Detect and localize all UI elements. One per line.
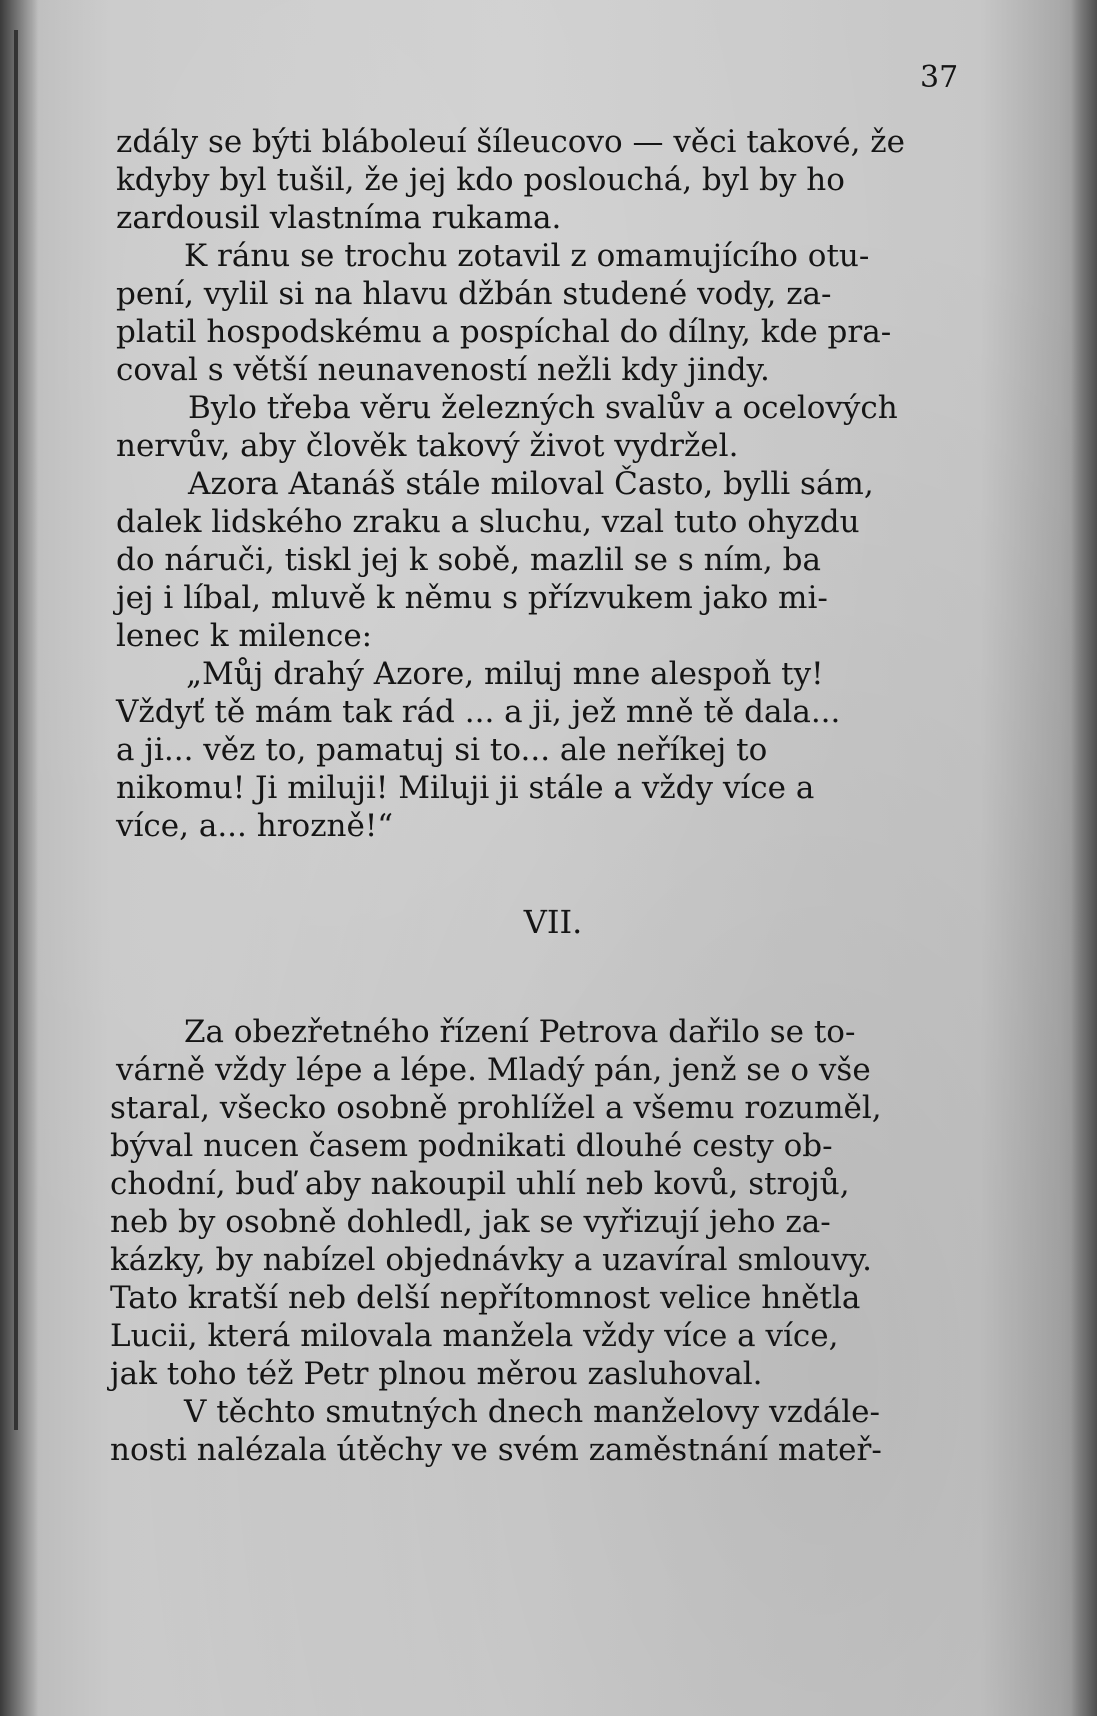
text-line: nikomu! Ji miluji! Miluji ji stále a vždy více a (116, 770, 815, 806)
text-line: pení, vylil si na hlavu džbán studené vody, za- (116, 276, 832, 312)
text-line: do náruči, tiskl jej k sobě, mazlil se s ním, ba (116, 542, 821, 578)
text-line: „Můj drahý Azore, miluj mne alespoň ty! (186, 656, 824, 692)
text-line: Azora Atanáš stále miloval Často, bylli sám, (188, 466, 874, 502)
text-line: jak toho též Petr plnou měrou zasluhoval. (110, 1356, 763, 1392)
text-line: V těchto smutných dnech manželovy vzdále- (184, 1394, 880, 1430)
text-line: neb by osobně dohledl, jak se vyřizují jeho za- (110, 1204, 831, 1240)
page-edge-shadow (1071, 0, 1097, 1716)
text-line: býval nucen časem podnikati dlouhé cesty ob- (110, 1128, 833, 1164)
spine-binding-line (14, 30, 18, 1430)
text-line: Lucii, která milovala manžela vždy více a více, (110, 1318, 839, 1354)
text-line: K ránu se trochu zotavil z omamujícího otu- (184, 238, 870, 274)
text-line: dalek lidského zraku a sluchu, vzal tuto ohyzdu (116, 504, 860, 540)
text-line: staral, všecko osobně prohlížel a všemu rozuměl, (110, 1090, 882, 1126)
text-line: lenec k milence: (116, 618, 373, 654)
text-line: kdyby byl tušil, že jej kdo poslouchá, byl by ho (116, 162, 845, 198)
text-line: zardousil vlastníma rukama. (116, 200, 562, 236)
text-line: a ji... věz to, pamatuj si to... ale neříkej to (116, 732, 768, 768)
text-line: kázky, by nabízel objednávky a uzavíral smlouvy. (110, 1242, 872, 1278)
text-line: Za obezřetného řízení Petrova dařilo se to- (184, 1014, 856, 1050)
text-line: Bylo třeba věru železných svalův a ocelových (188, 390, 898, 426)
text-line: zdály se býti bláboleuí šíleucovo — věci takové, že (116, 124, 905, 160)
text-line: více, a... hrozně!“ (116, 808, 394, 844)
text-line: várně vždy lépe a lépe. Mladý pán, jenž se o vše (116, 1052, 871, 1088)
text-line: jej i líbal, mluvě k němu s přízvukem jako mi- (116, 580, 828, 616)
text-line: chodní, buď aby nakoupil uhlí neb kovů, strojů, (110, 1166, 850, 1202)
text-line: coval s větší neunaveností nežli kdy jindy. (116, 352, 770, 388)
text-line: Vždyť tě mám tak rád ... a ji, jež mně tě dala... (116, 694, 841, 730)
text-line: Tato kratší neb delší nepřítomnost velice hnětla (110, 1280, 861, 1316)
text-line: nosti nalézala útěchy ve svém zaměstnání mateř- (110, 1432, 882, 1468)
text-line: nervův, aby člověk takový život vydržel. (116, 428, 739, 464)
book-spine-shadow (0, 0, 38, 1716)
text-line: platil hospodskému a pospíchal do dílny, kde pra- (116, 314, 892, 350)
page-number: 37 (920, 60, 959, 95)
chapter-heading: VII. (523, 903, 583, 941)
